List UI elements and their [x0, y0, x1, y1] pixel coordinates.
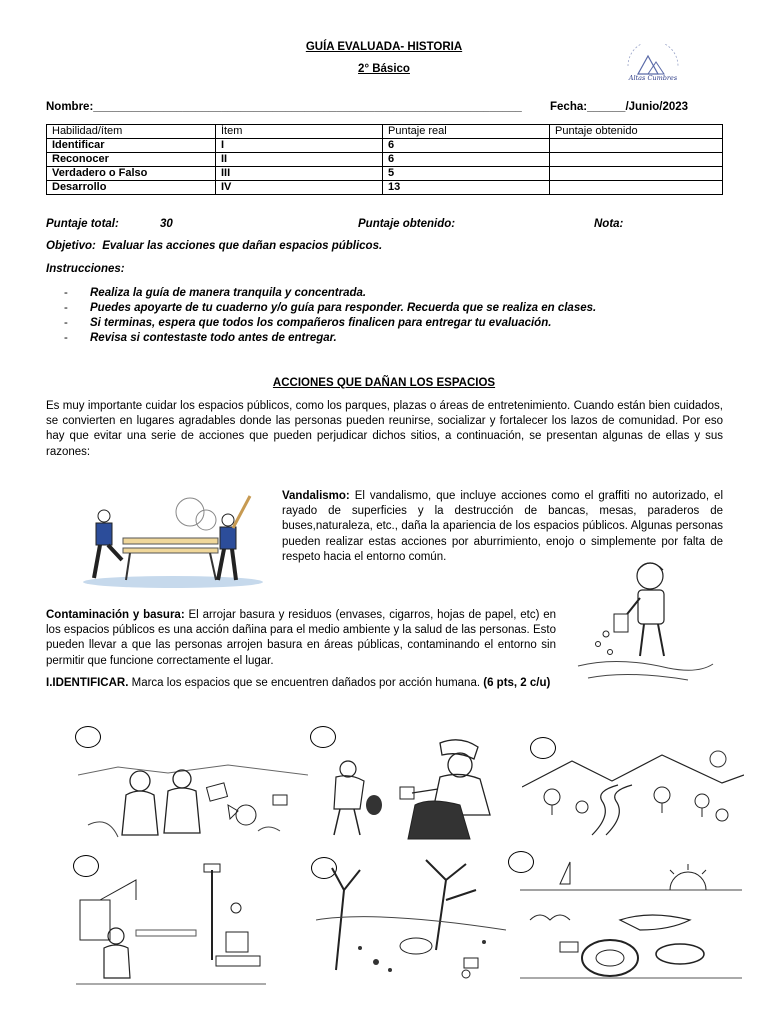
total-value: 30: [160, 218, 173, 230]
vandalism-illustration: [78, 490, 268, 590]
total-label: Puntaje total:: [46, 218, 119, 230]
table-cell[interactable]: [550, 139, 723, 153]
scene-plaza-image: [76, 860, 266, 988]
obtained-label: Puntaje obtenido:: [358, 218, 456, 230]
objective-text: Evaluar las acciones que dañan espacios públicos.: [102, 240, 383, 252]
instructions-label: Instrucciones:: [46, 263, 125, 275]
scene-landscape-image: [522, 745, 744, 840]
table-header-row: [47, 125, 723, 139]
scene-dirty-park-image: [78, 745, 308, 845]
table-cell[interactable]: [550, 181, 723, 195]
table-cell: III: [216, 167, 383, 181]
table-header: Puntaje real: [383, 125, 550, 139]
table-header: Puntaje obtenido: [550, 125, 723, 139]
grade-label-nota: Nota:: [594, 218, 624, 230]
table-row: [47, 167, 723, 181]
table-row: [47, 139, 723, 153]
table-cell: II: [216, 153, 383, 167]
list-item: - Realiza la guía de manera tranquila y concentrada.: [64, 287, 367, 299]
scene-dry-park-image: [316, 850, 506, 985]
table-cell: Reconocer: [47, 153, 216, 167]
exercise-instruction: [46, 676, 566, 692]
exercise-points: (6 pts, 2 c/u): [483, 677, 551, 689]
exercise-text: Marca los espacios que se encuentren dañados por acción humana.: [131, 677, 481, 689]
vandalism-label: Vandalismo:: [282, 490, 350, 502]
page-title: GUÍA EVALUADA- HISTORIA: [305, 41, 463, 53]
svg-text:Altas Cumbres: Altas Cumbres: [628, 74, 678, 82]
grade-label: 2° Básico: [358, 63, 410, 75]
table-header: Habilidad/ítem: [47, 125, 216, 139]
section-title: ACCIONES QUE DAÑAN LOS ESPACIOS: [272, 377, 496, 389]
score-table: [46, 124, 723, 195]
table-cell: 6: [383, 153, 550, 167]
table-header: Ítem: [216, 125, 383, 139]
table-cell[interactable]: [550, 153, 723, 167]
list-item: - Puedes apoyarte de tu cuaderno y/o guía para responder. Recuerda que se realiza en clases.: [64, 302, 597, 314]
intro-paragraph: Es muy importante cuidar los espacios públicos, como los parques, plazas o áreas de entretenimiento. Cuando están bien cuidados, se convierten en lugares agradables donde las personas pueden reunirse, socializar y fortalecer los lazos de comunidad. Por eso hay que evitar una serie de acciones que pueden perjudicar dichos sitios, a continuación, se presentan algunas de ellas y sus razones:: [46, 400, 723, 458]
vandalism-paragraph: [282, 489, 723, 565]
table-row: [47, 181, 723, 195]
table-cell: I: [216, 139, 383, 153]
table-cell: Desarrollo: [47, 181, 216, 195]
list-item: - Si terminas, espera que todos los compañeros finalicen para entregar tu evaluación.: [64, 317, 552, 329]
exercise-label: I.IDENTIFICAR.: [46, 677, 129, 689]
table-cell: 13: [383, 181, 550, 195]
table-cell: Identificar: [47, 139, 216, 153]
objective: [46, 240, 382, 252]
list-item: - Revisa si contestaste todo antes de entregar.: [64, 332, 337, 344]
table-row: [47, 153, 723, 167]
school-logo: [608, 44, 698, 86]
vandalism-text: El vandalismo, que incluye acciones como el graffiti no autorizado, el rayado de superficies y la destrucción de bancas, mesas, paraderos de buses,naturaleza, etc., daña la apariencia de los espacios públicos. Algunas personas pueden realizar estas acciones por aburrimiento, enojo o simplemente por falta de respeto hacia el entorno común.: [282, 490, 723, 563]
littering-illustration: [568, 556, 718, 692]
table-cell: Verdadero o Falso: [47, 167, 216, 181]
date-line: Fecha:______/Junio/2023: [550, 101, 689, 113]
name-line: Nombre:___________________________________________________________________: [46, 101, 522, 113]
pollution-label: Contaminación y basura:: [46, 609, 185, 621]
table-cell: IV: [216, 181, 383, 195]
table-cell[interactable]: [550, 167, 723, 181]
instructions-list: [64, 286, 596, 346]
table-cell: 5: [383, 167, 550, 181]
pollution-paragraph: [46, 608, 556, 669]
scene-cleaning-image: [320, 735, 515, 845]
objective-label: Objetivo:: [46, 240, 96, 252]
table-cell: 6: [383, 139, 550, 153]
scene-polluted-beach-image: [520, 850, 742, 985]
pollution-text: El arrojar basura y residuos (envases, cigarros, hojas de papel, etc) en los espacios públicos es una acción dañina para el medio ambiente y la salud de las personas. Esto pueden llevar a que las personas arrojen basura en áreas públicas, contaminando el entorno sin permitir que funcione correctamente el lugar.: [46, 609, 557, 667]
